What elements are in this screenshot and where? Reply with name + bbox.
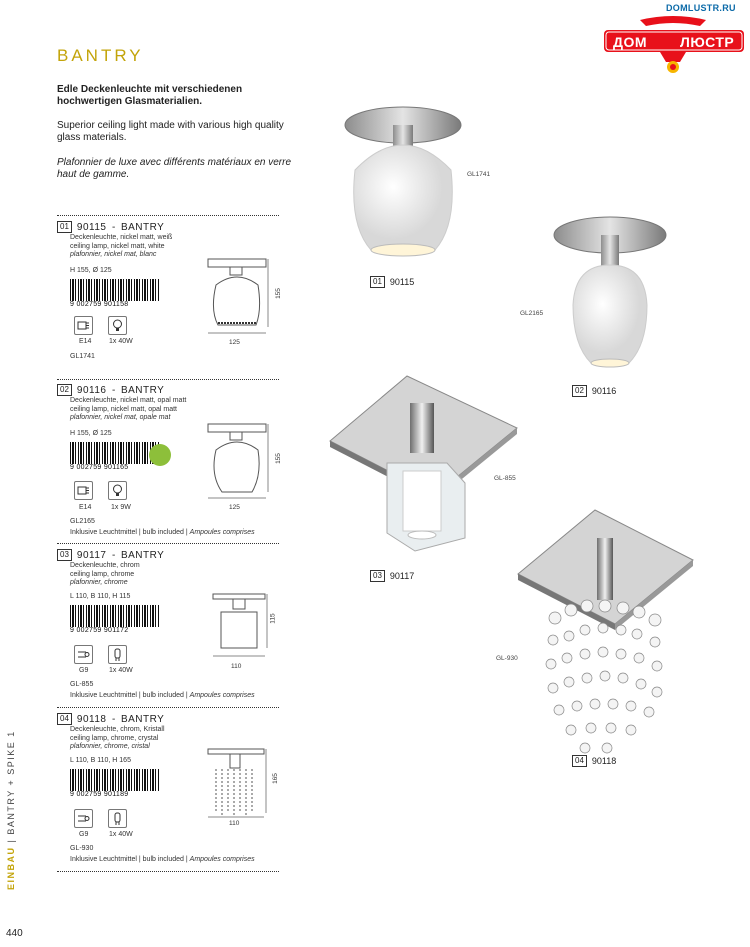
product-dimensions: L 110, B 110, H 165	[70, 757, 131, 764]
page-number: 440	[6, 928, 23, 939]
desc-fr: plafonnier, nickel mat, opale mat	[70, 414, 171, 421]
intro-english: Superior ceiling light made with various high quality glass materials.	[57, 120, 284, 143]
incl-en: bulb included	[142, 856, 184, 863]
product-description	[70, 397, 186, 423]
product-code: 90118	[76, 714, 107, 725]
dimension-width: 125	[229, 339, 240, 346]
photo-code: 90115	[389, 277, 415, 287]
desc-fr: plafonnier, chrome	[70, 579, 128, 586]
product-code: 90115	[76, 222, 107, 233]
incl-fr: Ampoules comprises	[189, 529, 255, 536]
dash: -	[112, 385, 116, 396]
photo-caption	[370, 276, 414, 288]
item-number-badge: 01	[57, 221, 72, 233]
incl-sep: |	[185, 529, 188, 536]
bulb-label: 1x 40W	[109, 831, 133, 838]
desc-de: Deckenleuchte, nickel matt, opal matt	[70, 397, 187, 404]
photo-glass-label: GL-855	[494, 475, 516, 482]
product-name: BANTRY	[120, 385, 165, 396]
photo-code: 90116	[591, 386, 617, 396]
desc-de: Deckenleuchte, nickel matt, weiß	[70, 234, 173, 241]
socket-icon	[74, 645, 93, 664]
desc-fr: plafonnier, nickel mat, blanc	[70, 251, 157, 258]
item-divider	[57, 707, 279, 708]
incl-en: bulb included	[142, 692, 184, 699]
bulb-label: 1x 40W	[109, 338, 133, 345]
dimension-width: 110	[231, 663, 242, 670]
barcode-graphic	[70, 605, 159, 627]
incl-de: Inklusive Leuchtmittel	[70, 529, 137, 536]
socket-label: G9	[79, 831, 89, 838]
product-description	[70, 234, 172, 260]
item-divider	[57, 379, 279, 380]
intro-german: Edle Deckenleuchte mit verschiedenen hochwertigen Glasmaterialien.	[57, 84, 243, 107]
socket-label: G9	[79, 667, 89, 674]
item-number-badge: 03	[57, 549, 72, 561]
product-name: BANTRY	[120, 550, 165, 561]
product-header	[57, 713, 164, 725]
incl-fr: Ampoules comprises	[189, 856, 255, 863]
item-number-badge: 02	[57, 384, 72, 396]
spine-section: EINBAU	[6, 846, 16, 890]
product-code: 90116	[76, 385, 107, 396]
incl-fr: Ampoules comprises	[189, 692, 255, 699]
dimension-height: 115	[269, 613, 277, 624]
photo-glass-label: GL-930	[496, 655, 518, 662]
dash: -	[112, 550, 116, 561]
product-photo-90116	[545, 195, 675, 380]
barcode-number: 9 002759 901189	[70, 791, 159, 798]
product-dimensions: L 110, B 110, H 115	[70, 593, 131, 600]
dimension-height: 165	[271, 773, 279, 784]
bulb-included-note	[70, 856, 255, 863]
incl-sep: |	[138, 529, 141, 536]
product-dimensions: H 155, Ø 125	[70, 267, 112, 274]
socket-icon	[74, 481, 93, 500]
dimension-width: 110	[229, 820, 240, 827]
technical-drawing-90118	[200, 745, 280, 825]
item-divider	[57, 215, 279, 216]
glass-code: GL-855	[70, 681, 94, 688]
technical-drawing-90115	[200, 255, 300, 350]
desc-en: ceiling lamp, chrome, crystal	[70, 734, 159, 742]
photo-code: 90118	[591, 756, 617, 766]
product-photo-90117	[325, 373, 520, 568]
bulb-included-note	[70, 529, 255, 536]
spine-separator: |	[6, 834, 16, 847]
desc-en: ceiling lamp, nickel matt, white	[70, 242, 165, 250]
product-photo-90115	[335, 85, 470, 270]
product-name: BANTRY	[120, 222, 165, 233]
logo-left-text: ДОМ	[613, 34, 648, 50]
intro-french: Plafonnier de luxe avec différents matériaux en verre haut de gamme.	[57, 157, 292, 180]
technical-drawing-90116	[200, 420, 300, 510]
product-dimensions: H 155, Ø 125	[70, 430, 112, 437]
product-description	[70, 726, 165, 752]
item-number-badge: 04	[57, 713, 72, 725]
photo-number-badge: 02	[572, 385, 587, 397]
product-header	[57, 221, 164, 233]
logo-url[interactable]: DOMLUSTR.RU	[666, 3, 736, 13]
bulb-icon	[108, 481, 127, 500]
socket-label: E14	[79, 338, 92, 345]
incl-sep: |	[138, 856, 141, 863]
product-description	[70, 562, 140, 588]
desc-en: ceiling lamp, nickel matt, opal matt	[70, 405, 177, 413]
socket-icon	[74, 809, 93, 828]
barcode-number: 9 002759 901165	[70, 464, 159, 471]
bulb-icon	[108, 316, 127, 335]
photo-code: 90117	[389, 571, 415, 581]
dimension-height: 155	[274, 288, 282, 299]
bulb-label: 1x 40W	[109, 667, 133, 674]
desc-de: Deckenleuchte, chrom	[70, 562, 140, 569]
desc-en: ceiling lamp, chrome	[70, 570, 135, 578]
barcode-graphic	[70, 442, 159, 464]
incl-sep: |	[185, 856, 188, 863]
bulb-icon	[108, 645, 127, 664]
logo-right-text: ЛЮСТР	[680, 34, 735, 50]
product-code: 90117	[76, 550, 107, 561]
bulb-label: 1x 9W	[111, 504, 131, 511]
energy-saving-icon	[149, 444, 171, 466]
product-header	[57, 549, 164, 561]
bulb-included-note	[70, 692, 255, 699]
product-photo-90118	[515, 508, 695, 758]
socket-icon	[74, 316, 93, 335]
incl-de: Inklusive Leuchtmittel	[70, 692, 137, 699]
spine-label	[6, 690, 16, 890]
dash: -	[112, 222, 116, 233]
dimension-width: 125	[229, 504, 240, 511]
spine-family: BANTRY + SPIKE 1	[6, 730, 16, 835]
photo-caption	[572, 385, 616, 397]
incl-de: Inklusive Leuchtmittel	[70, 856, 137, 863]
photo-glass-label: GL1741	[467, 171, 491, 178]
photo-caption	[370, 570, 414, 582]
desc-fr: plafonnier, chrome, cristal	[70, 743, 150, 750]
product-header	[57, 384, 164, 396]
incl-sep: |	[138, 692, 141, 699]
item-divider	[57, 543, 279, 544]
photo-caption	[572, 755, 616, 767]
page-title: BANTRY	[57, 46, 144, 65]
incl-sep: |	[185, 692, 188, 699]
dash: -	[112, 714, 116, 725]
incl-en: bulb included	[142, 529, 184, 536]
photo-number-badge: 04	[572, 755, 587, 767]
desc-de: Deckenleuchte, chrom, Kristall	[70, 726, 165, 733]
glass-code: GL2165	[70, 518, 95, 525]
product-name: BANTRY	[120, 714, 165, 725]
barcode-graphic	[70, 279, 159, 301]
photo-number-badge: 03	[370, 570, 385, 582]
barcode-graphic	[70, 769, 159, 791]
glass-code: GL1741	[70, 353, 95, 360]
glass-code: GL-930	[70, 845, 94, 852]
photo-number-badge: 01	[370, 276, 385, 288]
domlustr-logo[interactable]	[600, 14, 747, 80]
photo-glass-label: GL2165	[520, 310, 544, 317]
item-divider	[57, 871, 279, 872]
bulb-icon	[108, 809, 127, 828]
socket-label: E14	[79, 504, 92, 511]
technical-drawing-90117	[205, 590, 285, 670]
barcode-number: 9 002759 901158	[70, 301, 159, 308]
barcode-number: 9 002759 901172	[70, 627, 159, 634]
dimension-height: 155	[274, 453, 282, 464]
